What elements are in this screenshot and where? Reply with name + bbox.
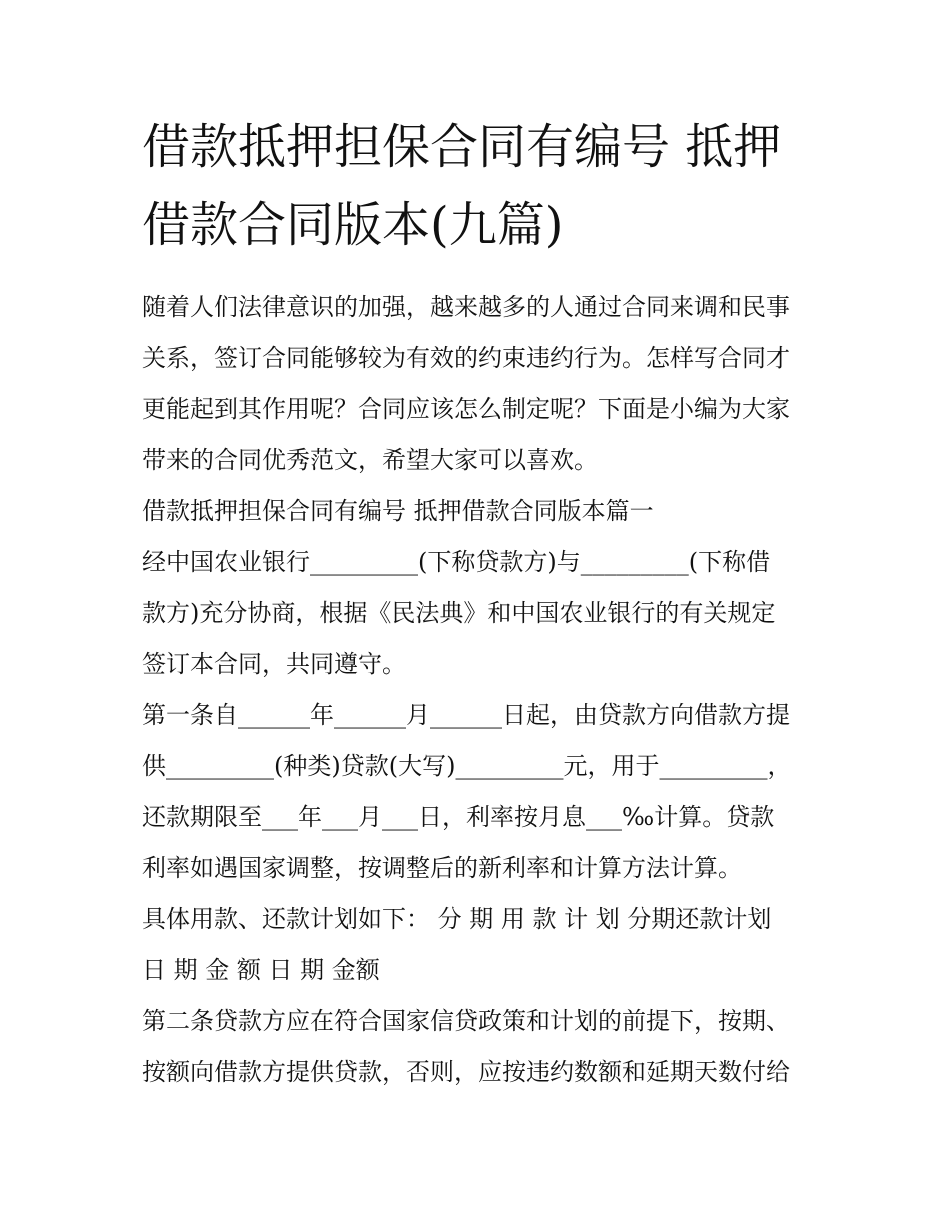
body-line: 关系，签订合同能够较为有效的约束违约行为。怎样写合同才 [142,344,790,372]
body-line: 随着人们法律意识的加强，越来越多的人通过合同来调和民事 [142,293,790,321]
body-line: 签订本合同，共同遵守。 [142,650,406,678]
body-line: 利率如遇国家调整，按调整后的新利率和计算方法计算。 [142,854,742,882]
document-body [142,282,822,1098]
body-line: 第二条贷款方应在符合国家信贷政策和计划的前提下，按期、 [142,1007,790,1035]
title-line-2: 借款合同版本(九篇) [142,197,564,253]
document-page [142,108,822,1098]
document-title [142,108,822,264]
body-line: 具体用款、还款计划如下： 分 期 用 款 计 划 分期还款计划 [142,905,772,933]
title-line-1: 借款抵押担保合同有编号 抵押 [142,119,782,175]
body-line: 款方)充分协商，根据《民法典》和中国农业银行的有关规定 [142,599,776,627]
body-line: 第一条自______年______月______日起，由贷款方向借款方提 [142,701,790,729]
body-line: 经中国农业银行_________(下称贷款方)与_________(下称借 [142,548,771,576]
body-line: 按额向借款方提供贷款，否则，应按违约数额和延期天数付给 [142,1058,790,1086]
body-line: 日 期 金 额 日 期 金额 [142,956,380,984]
body-line: 供_________(种类)贷款(大写)_________元，用于_________， [142,752,792,780]
body-line: 带来的合同优秀范文，希望大家可以喜欢。 [142,446,598,474]
section-heading: 借款抵押担保合同有编号 抵押借款合同版本篇一 [142,497,654,525]
body-line: 更能起到其作用呢？合同应该怎么制定呢？下面是小编为大家 [142,395,790,423]
body-line: 还款期限至___年___月___日，利率按月息___‰计算。贷款 [142,803,775,831]
